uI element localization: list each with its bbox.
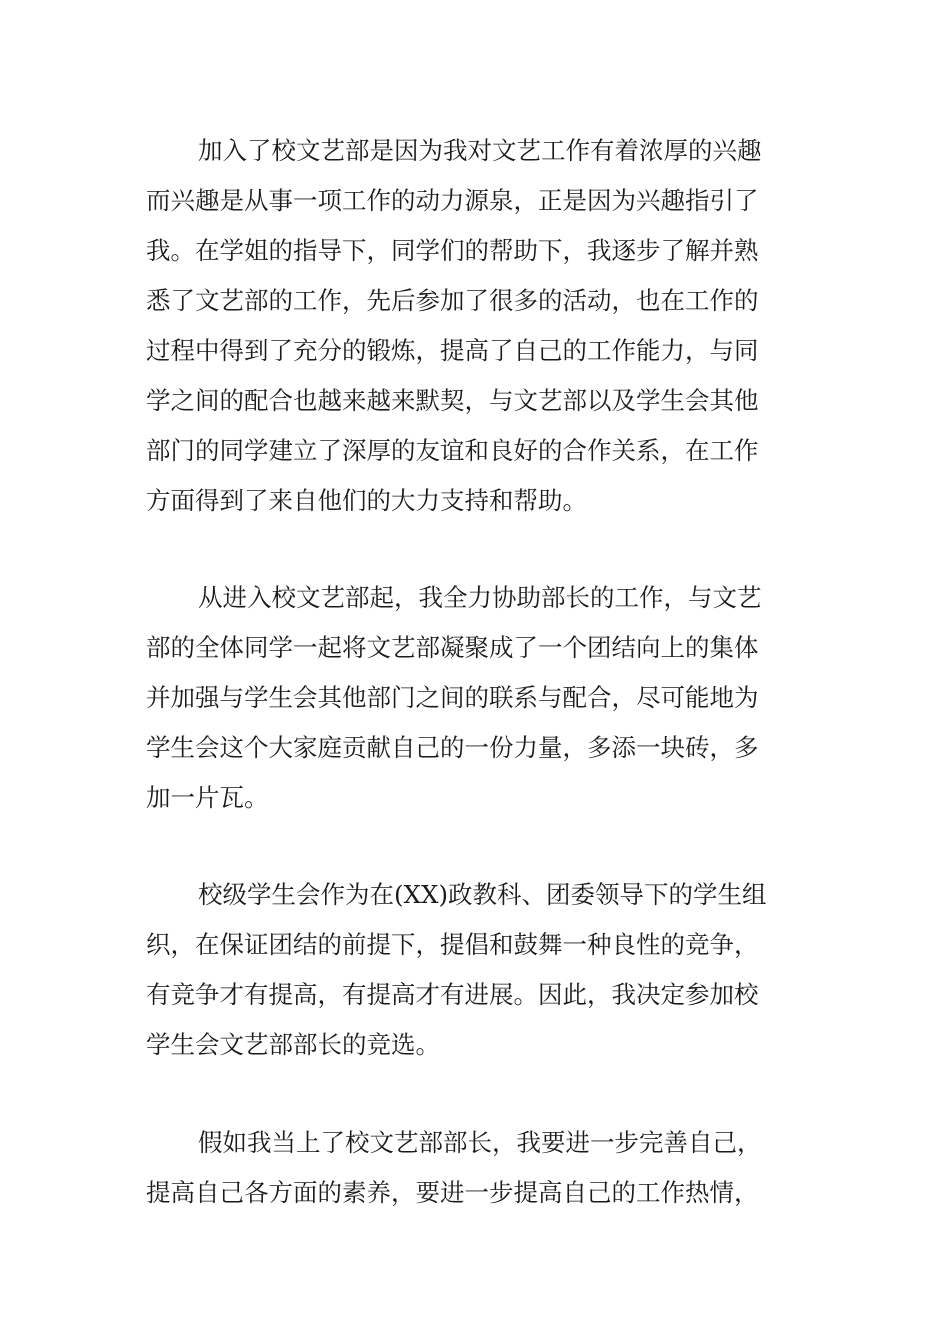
- paragraph-line: 加入了校文艺部是因为我对文艺工作有着浓厚的兴趣: [198, 136, 762, 165]
- paragraph-line: 学之间的配合也越来越来默契，与文艺部以及学生会其他: [146, 386, 759, 415]
- paragraph-line: 从进入校文艺部起，我全力协助部长的工作，与文艺: [198, 583, 762, 612]
- paragraph-line: 部门的同学建立了深厚的友谊和良好的合作关系，在工作: [146, 436, 759, 465]
- paragraph-line: 而兴趣是从事一项工作的动力源泉，正是因为兴趣指引了: [146, 186, 759, 215]
- paragraph-line: 学生会这个大家庭贡献自己的一份力量，多添一块砖，多: [146, 733, 759, 762]
- paragraph-2: [146, 573, 806, 823]
- paragraph-4: [146, 1118, 806, 1218]
- paragraph-3: [146, 870, 806, 1070]
- paragraph-1: [146, 126, 806, 526]
- paragraph-line: 提高自己各方面的素养，要进一步提高自己的工作热情，: [146, 1178, 759, 1207]
- paragraph-line: 加一片瓦。: [146, 783, 269, 812]
- paragraph-line: 我。在学姐的指导下，同学们的帮助下，我逐步了解并熟: [146, 236, 759, 265]
- paragraph-line: 有竞争才有提高，有提高才有进展。因此，我决定参加校: [146, 980, 759, 1009]
- paragraph-line: 部的全体同学一起将文艺部凝聚成了一个团结向上的集体: [146, 633, 759, 662]
- paragraph-line: 校级学生会作为在(XX)政教科、团委领导下的学生组: [198, 880, 767, 909]
- paragraph-line: 假如我当上了校文艺部部长，我要进一步完善自己，: [198, 1128, 762, 1157]
- paragraph-line: 织，在保证团结的前提下，提倡和鼓舞一种良性的竞争，: [146, 930, 759, 959]
- paragraph-line: 悉了文艺部的工作，先后参加了很多的活动，也在工作的: [146, 286, 759, 315]
- paragraph-line: 学生会文艺部部长的竞选。: [146, 1030, 440, 1059]
- paragraph-line: 过程中得到了充分的锻炼，提高了自己的工作能力，与同: [146, 336, 759, 365]
- paragraph-line: 方面得到了来自他们的大力支持和帮助。: [146, 486, 587, 515]
- paragraph-line: 并加强与学生会其他部门之间的联系与配合，尽可能地为: [146, 683, 759, 712]
